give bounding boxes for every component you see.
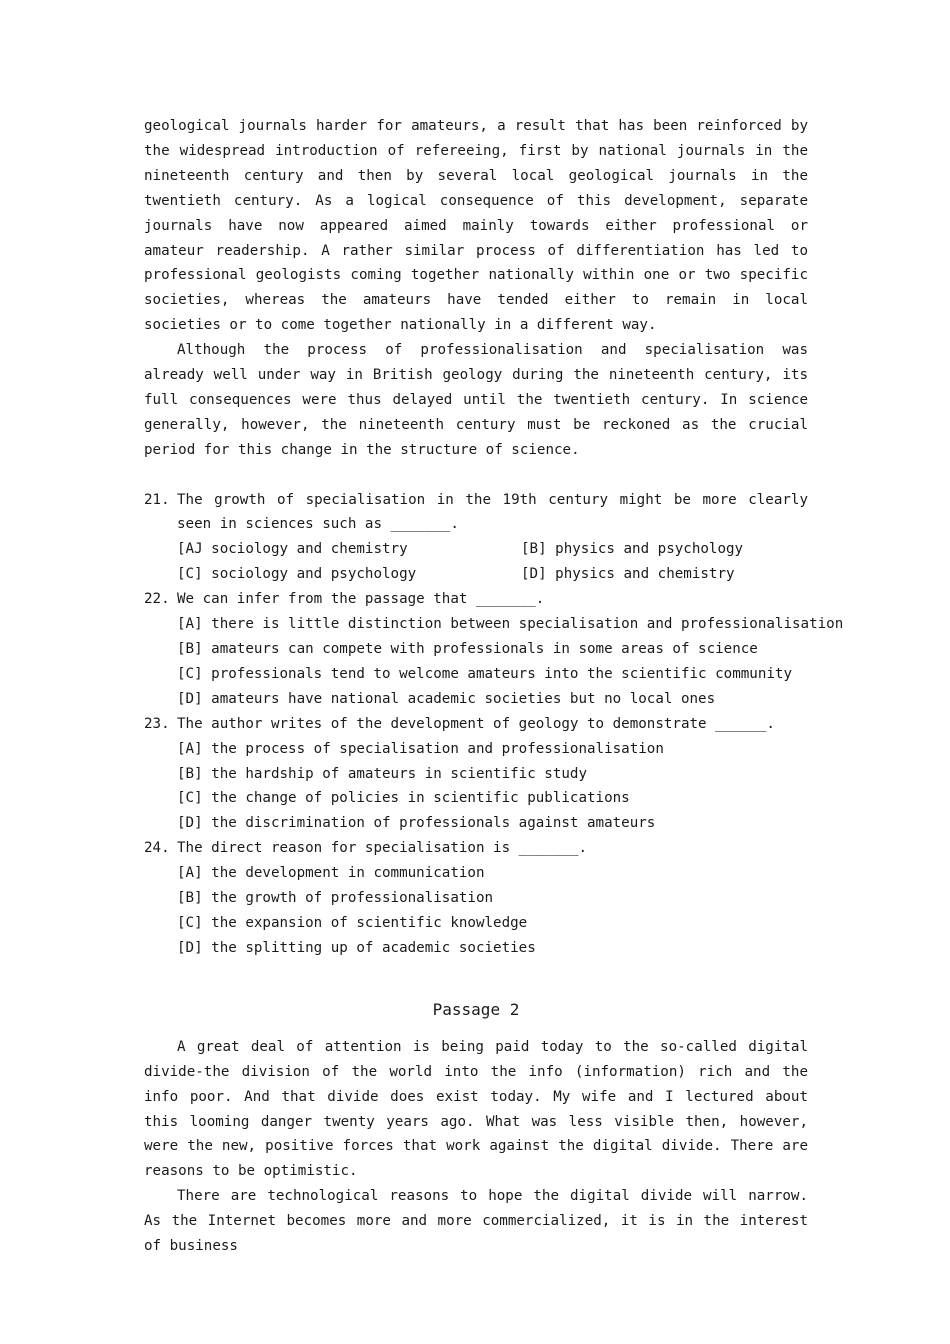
option-a: [A] the development in communication bbox=[177, 865, 485, 882]
option-b: [B] amateurs can compete with professionals in some areas of science bbox=[177, 641, 758, 658]
option-b: [B] the growth of professionalisation bbox=[177, 890, 494, 907]
option-b: [B] physics and psychology bbox=[521, 541, 744, 558]
option-b: [B] the hardship of amateurs in scientific study bbox=[177, 765, 587, 782]
option-c: [C] sociology and psychology bbox=[177, 566, 417, 583]
option-c: [C] the change of policies in scientific publications bbox=[177, 790, 630, 807]
question-23 bbox=[144, 712, 808, 737]
question-text: The growth of specialisation in the 19th century might be more clearly seen in sciences such as _______. bbox=[177, 491, 808, 533]
passage2-paragraph-1: A great deal of attention is being paid today to the so-called digital divide-the division of the world into the info (information) rich and the info poor. And that divide does exist today. My wife and I lectured about this looming danger twenty years ago. What was less visible then, however, were the new, positive forces that work against the digital divide. There are reasons to be optimistic. bbox=[144, 1038, 808, 1180]
question-24 bbox=[144, 836, 808, 861]
options-row bbox=[144, 562, 808, 587]
document-page bbox=[144, 114, 844, 1259]
option-d: [D] amateurs have national academic societies but no local ones bbox=[177, 690, 716, 707]
passage1-paragraph-1: geological journals harder for amateurs, a result that has been reinforced by the widespread introduction of refereeing, first by national journals in the nineteenth century and then by several local geological journals in the twentieth century. As a logical consequence of this development, separate journals have now appeared aimed mainly towards either professional or amateur readership. A rather similar process of differentiation has led to professional geologists coming together nationally within one or two specific societies, whereas the amateurs have tended either to remain in local societies or to come together nationally in a different way. bbox=[144, 118, 808, 334]
question-number: 24. bbox=[144, 840, 170, 857]
options-row bbox=[144, 537, 808, 562]
option-c: [C] the expansion of scientific knowledge bbox=[177, 914, 528, 931]
passage2-paragraph-2: There are technological reasons to hope the digital divide will narrow. As the Internet becomes more and more commercialized, it is in the interest of business bbox=[144, 1188, 808, 1255]
question-text: We can infer from the passage that _______. bbox=[177, 591, 545, 608]
question-text: The author writes of the development of geology to demonstrate ______. bbox=[177, 715, 775, 732]
question-text: The direct reason for specialisation is _______. bbox=[177, 840, 587, 857]
passage1-paragraph-2: Although the process of professionalisation and specialisation was already well under way in British geology during the nineteenth century, its full consequences were thus delayed until the twentieth century. In science generally, however, the nineteenth century must be reckoned as the crucial period for this change in the structure of science. bbox=[144, 342, 808, 458]
question-22 bbox=[144, 587, 808, 612]
question-21 bbox=[144, 488, 808, 538]
option-c: [C] professionals tend to welcome amateurs into the scientific community bbox=[177, 665, 792, 682]
option-d: [D] the splitting up of academic societies bbox=[177, 939, 536, 956]
option-a: [A] there is little distinction between specialisation and professionalisation bbox=[177, 616, 844, 633]
option-d: [D] physics and chemistry bbox=[521, 566, 735, 583]
section-gap bbox=[144, 463, 808, 488]
option-a: [A] the process of specialisation and professionalisation bbox=[177, 740, 664, 757]
question-number: 22. bbox=[144, 591, 170, 608]
question-number: 21. bbox=[144, 491, 170, 508]
option-a: [AJ sociology and chemistry bbox=[177, 541, 408, 558]
passage-title: Passage 2 bbox=[432, 999, 520, 1019]
option-d: [D] the discrimination of professionals against amateurs bbox=[177, 815, 656, 832]
question-number: 23. bbox=[144, 715, 170, 732]
